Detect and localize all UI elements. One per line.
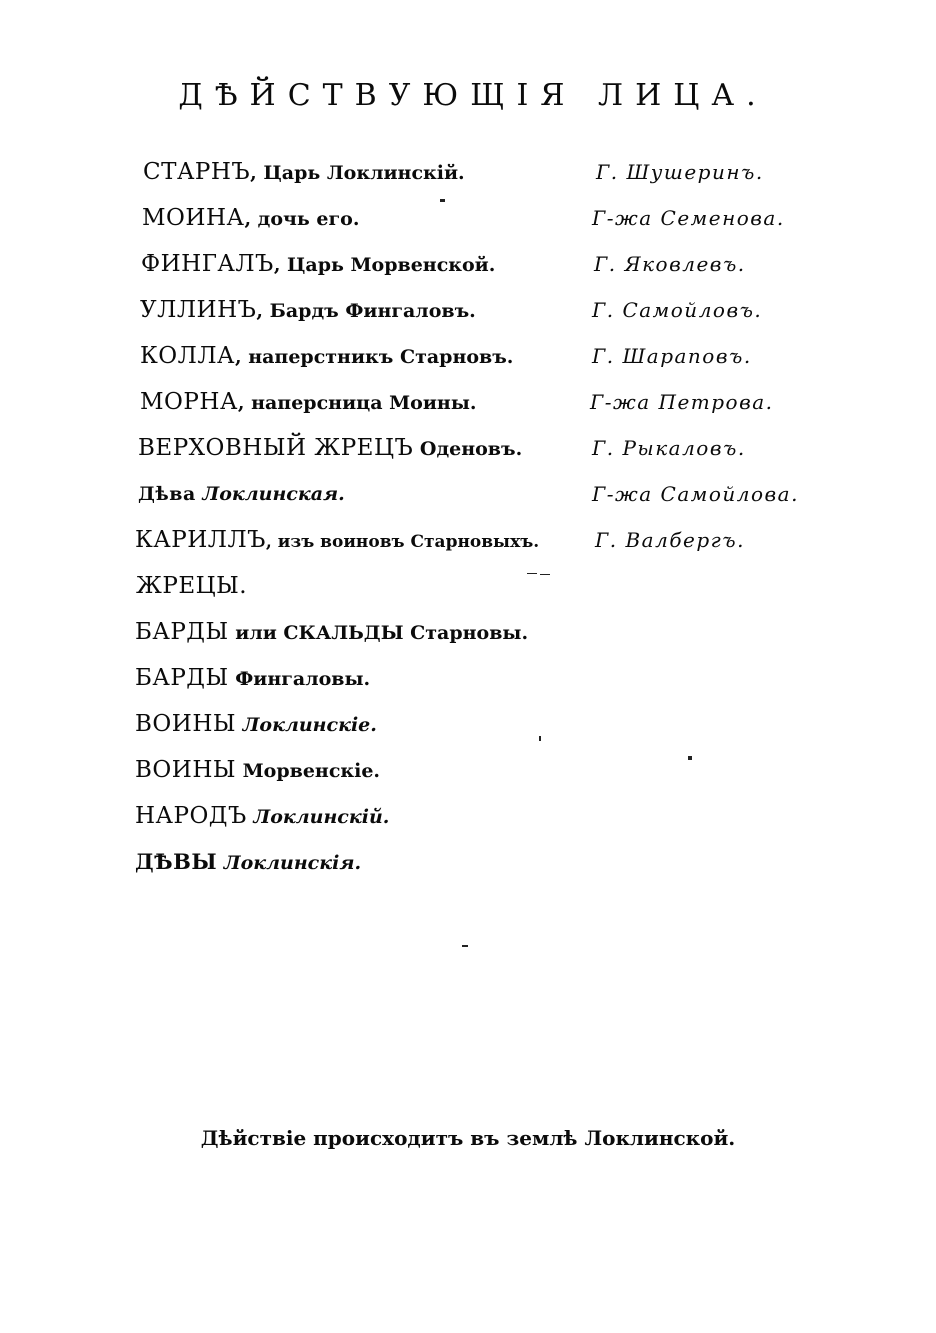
role-name: СТАРНЪ [143,159,251,185]
actor-name: Г. Шушеринъ. [596,160,764,184]
role [135,704,377,745]
role-description: , наперсница Моины. [237,392,477,414]
role-name: Дѣва [138,483,196,505]
actor-name: Г-жа Семенова. [592,206,785,230]
role-name: ДѢВЫ [135,849,218,874]
role [135,612,528,653]
role-description: Морвенскіе. [236,760,381,782]
cast-row [0,428,936,468]
cast-row [0,198,936,238]
actor-name: Г-жа Самойлова. [592,482,799,506]
cast-row [0,382,936,422]
role-description: , Бардъ Фингаловъ. [256,300,476,322]
role-description: , Царь Морвенской. [273,254,496,276]
scan-speck [539,736,541,741]
role-name: НАРОДЪ [135,803,247,829]
role-description: Оденовъ. [413,438,523,460]
role [135,658,370,699]
role [135,796,389,837]
role-description: Локлинскій. [246,806,390,828]
role-name: ВОИНЫ [135,757,237,783]
role-name: КОЛЛА [140,343,235,369]
cast-row [0,704,936,744]
role [138,474,345,514]
actor-name: Г. Рыкаловъ. [592,436,746,460]
role-description: Фингаловы. [228,668,371,690]
role [135,842,361,883]
role [135,750,380,791]
cast-row [0,750,936,790]
role [142,198,359,239]
actor-name: Г. Шараповъ. [592,344,752,368]
scan-speck [440,199,445,202]
cast-row [0,796,936,836]
role-name: МОРНА [140,389,238,415]
cast-row [0,658,936,698]
scan-speck [527,573,537,574]
cast-row [0,520,936,560]
role-name: УЛЛИНЪ [140,297,257,323]
scan-speck [462,945,468,947]
role-description: , дочь его. [244,208,360,230]
role-description: или СКАЛЬДЫ Старновы. [228,622,529,644]
role [140,336,513,377]
role-name: БАРДЫ [135,665,229,691]
actor-name: Г. Валбергъ. [595,528,745,552]
cast-row [0,336,936,376]
cast-row [0,290,936,330]
actor-name: Г. Яковлевъ. [594,252,746,276]
page-title: ДѢЙСТВУЮЩІЯ ЛИЦА. [178,78,768,113]
actor-name: Г-жа Петрова. [590,390,774,414]
role-name: КАРИЛЛЪ [135,527,266,553]
role [141,244,495,285]
role-name: МОИНА [142,205,245,231]
role-description: , изъ воиновъ Старновыхъ. [265,532,540,552]
scan-speck [688,756,692,760]
cast-row [0,612,936,652]
role-description: , наперстникъ Старновъ. [234,346,514,368]
cast-row [0,566,936,606]
role-description: Локлинская. [195,483,345,505]
role-name: ВЕРХОВНЫЙ ЖРЕЦЪ [138,435,414,461]
scan-speck [540,574,550,575]
actor-name: Г. Самойловъ. [592,298,763,322]
scene-location-note: Дѣйствіе происходитъ въ землѣ Локлинской. [200,1126,736,1150]
cast-row [0,474,936,514]
role-description: , Царь Локлинскій. [250,162,465,184]
role [135,520,539,562]
role-name: ВОИНЫ [135,711,237,737]
role [143,152,465,193]
role-name: БАРДЫ [135,619,229,645]
role-description: Локлинскіе. [236,714,377,736]
cast-row [0,244,936,284]
cast-row [0,152,936,192]
role-name: ФИНГАЛЪ [141,251,274,277]
role [136,566,247,607]
cast-row [0,842,936,882]
role-description: Локлинскія. [217,852,362,874]
role-name: ЖРЕЦЫ. [136,573,248,599]
role [140,382,476,423]
role [138,428,522,469]
role [140,290,476,331]
